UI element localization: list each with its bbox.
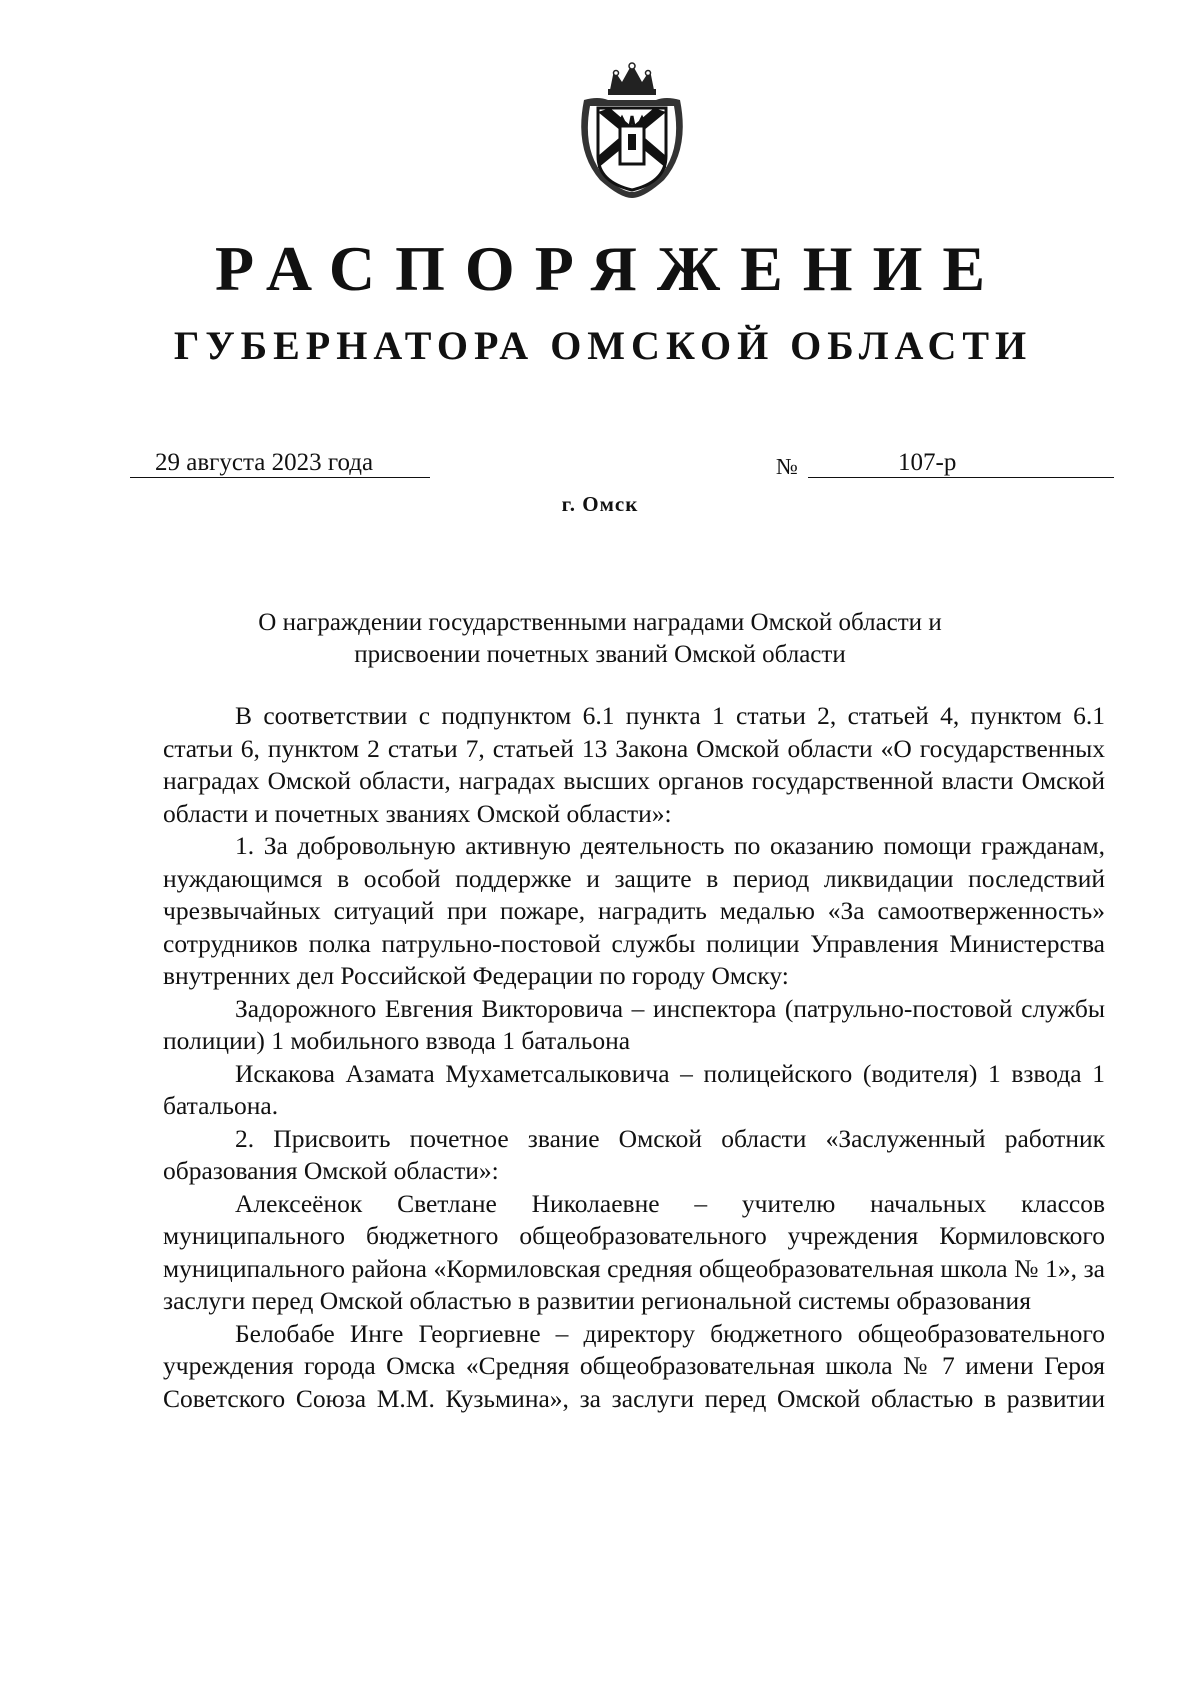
document-title-line-1: О награждении государственными наградами Омской области и <box>258 609 942 636</box>
document-number: 107-р <box>898 449 957 476</box>
paragraph-awardee-1: Задорожного Евгения Викторовича – инспектора (патрульно-постовой службы полиции) 1 мобильного взвода 1 батальона <box>163 993 1105 1055</box>
paragraph-item-1: 1. За добровольную активную деятельность по оказанию помощи гражданам, нуждающимся в особой поддержке и защите в период ликвидации последствий чрезвычайных ситуаций при пожаре, наградить медалью «За самоотверженность» сотрудников полка патрульно-постовой службы полиции Управления Министерства внутренних дел Российской Федерации по городу Омску: <box>163 831 1105 990</box>
coat-of-arms-icon <box>570 60 694 200</box>
document-date: 29 августа 2023 года <box>155 449 374 476</box>
paragraph-preamble: В соответствии с подпунктом 6.1 пункта 1 статьи 2, статьей 4, пунктом 6.1 статьи 6, пунктом 2 статьи 7, статьей 13 Закона Омской области «О государственных наградах Омской области, наградах высших органов государственной власти Омской области и почетных званиях Омской области»: <box>163 701 1105 828</box>
paragraph-awardee-2: Искакова Азамата Мухаметсалыковича – полицейского (водителя) 1 взвода 1 батальона. <box>163 1058 1105 1120</box>
number-underline <box>808 449 1114 478</box>
document-title <box>160 607 1040 671</box>
number-sign: № <box>776 454 798 479</box>
city-label: г. Омск <box>561 492 639 516</box>
document-type-heading: РАСПОРЯЖЕНИЕ <box>214 233 1006 304</box>
paragraph-awardee-4: Белобабе Инге Георгиевне – директору бюджетного общеобразовательного учреждения города Омска «Средняя общеобразовательная школа № 7 имени Героя Советского Союза М.М. Кузьмина», за заслуги перед Омской областью в развитии <box>163 1318 1105 1413</box>
paragraph-awardee-3: Алексеёнок Светлане Николаевне – учителю начальных классов муниципального бюджетного общеобразовательного учреждения Кормиловского муниципального района «Кормиловская средняя общеобразовательная школа № 1», за заслуги перед Омской областью в развитии региональной системы образования <box>163 1188 1105 1315</box>
issuer-heading: ГУБЕРНАТОРА ОМСКОЙ ОБЛАСТИ <box>173 323 1033 368</box>
document-body <box>163 700 1105 1415</box>
paragraph-item-2: 2. Присвоить почетное звание Омской области «Заслуженный работник образования Омской области»: <box>163 1123 1105 1185</box>
document-title-line-2: присвоении почетных званий Омской области <box>354 641 846 668</box>
